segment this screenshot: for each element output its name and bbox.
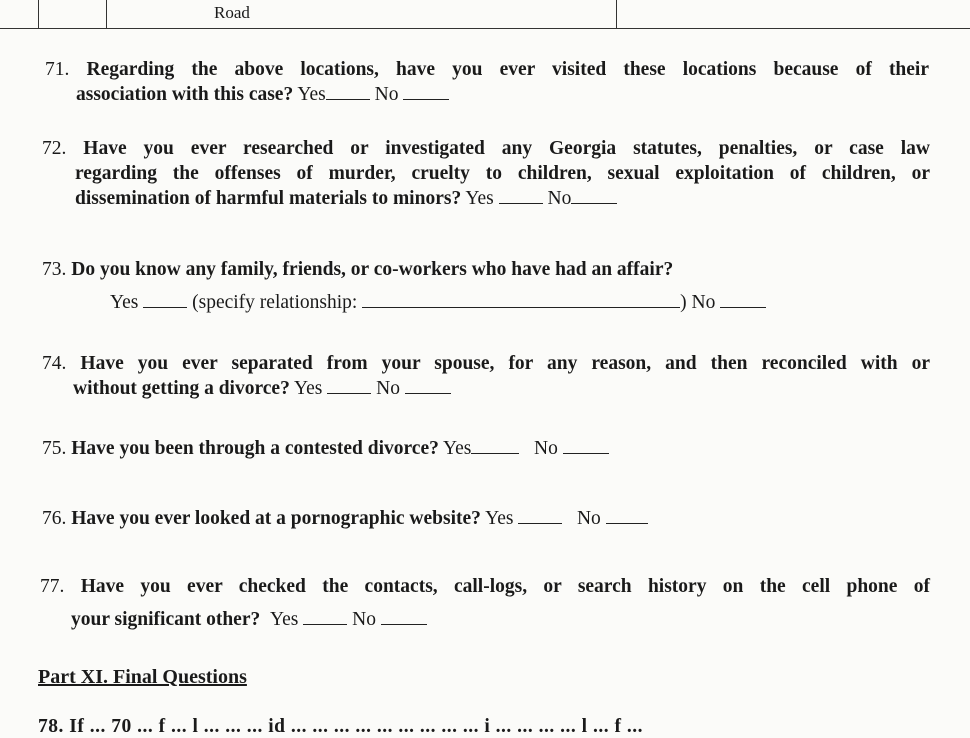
yes-blank[interactable] [303,609,347,625]
question-number: 77. [40,576,65,597]
no-label: No [547,188,572,209]
no-label: No [576,508,601,529]
question-text: Have you ever researched or investigated any Georgia statutes, penalties, or case law [83,138,930,159]
yes-label: Yes [443,438,472,459]
question-text: Have you ever separated from your spouse, for any reason, and then reconciled with or [80,353,931,374]
no-blank[interactable] [720,292,766,308]
question-text: Have you been through a contested divorce? [71,438,439,459]
question-75 [42,436,609,461]
question-text: without getting a divorce? [73,378,290,399]
question-77 [40,574,930,632]
table-divider [106,0,107,28]
question-72 [42,136,930,211]
cutoff-text: 78. If ... 70 ... f ... l ... ... ... id ... ... ... ... ... ... ... ... ... i ... ... ... ... l ... f ... [38,716,643,737]
question-number: 76. [42,508,67,529]
no-blank[interactable] [405,378,451,394]
question-number: 74. [42,353,67,374]
question-number: 75. [42,438,67,459]
no-blank[interactable] [571,188,617,204]
question-73 [42,257,930,315]
question-text: association with this case? [76,84,294,105]
yes-blank[interactable] [499,188,543,204]
yes-label: Yes [465,188,494,209]
yes-label: Yes [269,609,299,630]
yes-blank[interactable] [327,378,371,394]
no-label: No [534,438,558,459]
table-fragment [0,0,970,29]
question-number: 72. [42,138,67,159]
close-paren: ) [680,292,687,313]
question-text: Do you know any family, friends, or co-workers who have had an affair? [71,259,674,280]
yes-label: Yes [485,508,514,529]
yes-label: Yes [297,84,326,105]
yes-blank[interactable] [518,508,562,524]
question-text: Have you ever checked the contacts, call-logs, or search history on the cell phone of [80,576,931,597]
question-number: 73. [42,259,67,280]
table-cell-text: Road [214,3,250,22]
question-text: your significant other? [71,609,261,630]
yes-blank[interactable] [143,292,187,308]
no-blank[interactable] [563,438,609,454]
yes-blank[interactable] [326,84,370,100]
table-divider [616,0,617,28]
table-divider [38,0,39,28]
yes-label: Yes [110,292,139,313]
no-blank[interactable] [381,609,427,625]
no-label: No [352,609,376,630]
no-label: No [374,84,399,105]
question-76 [42,506,648,531]
no-blank[interactable] [403,84,449,100]
yes-label: Yes [294,378,323,399]
section-heading: Part XI. Final Questions [38,666,247,688]
question-number: 71. [45,59,70,80]
question-text: dissemination of harmful materials to minors? [75,188,462,209]
relationship-blank[interactable] [362,292,680,308]
specify-label: (specify relationship: [192,292,358,313]
no-label: No [376,378,400,399]
question-text: Have you ever looked at a pornographic website? [71,508,481,529]
question-text: regarding the offenses of murder, cruelty to children, sexual exploitation of children, or [75,163,930,184]
yes-blank[interactable] [471,438,519,454]
question-71 [45,57,929,107]
question-text: Regarding the above locations, have you ever visited these locations because of their [86,59,930,80]
question-74 [42,351,930,401]
no-label: No [691,292,716,313]
no-blank[interactable] [606,508,648,524]
